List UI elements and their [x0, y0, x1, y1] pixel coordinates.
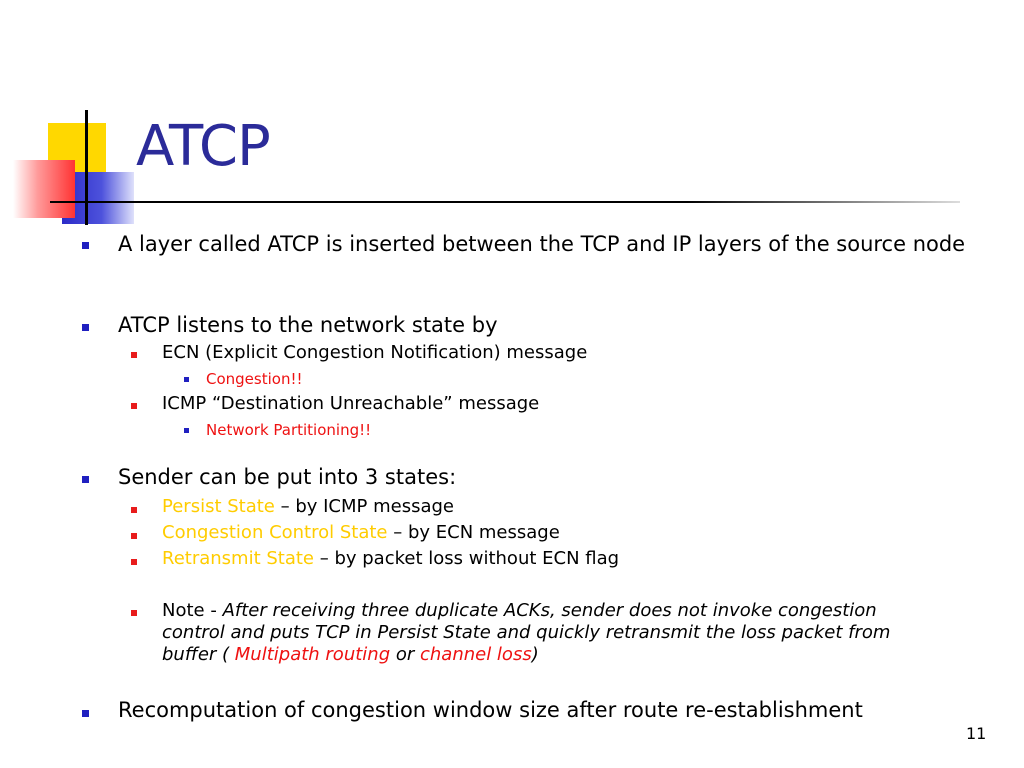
subsub-bullet-marker	[184, 428, 189, 433]
sub-bullet-marker	[131, 559, 137, 565]
bullet-atcp-listens: ATCP listens to the network state by	[118, 313, 498, 337]
state-congestion-control	[162, 522, 560, 544]
state-persist	[162, 496, 454, 518]
title-underline	[50, 201, 960, 203]
state-desc: – by ICMP message	[274, 496, 454, 517]
detail-network-partitioning: Network Partitioning!!	[206, 421, 372, 439]
state-name: Congestion Control State	[162, 522, 388, 543]
sub-bullet-marker	[131, 507, 137, 513]
note-multipath: Multipath routing	[234, 644, 391, 665]
state-retransmit	[162, 548, 619, 570]
sub-bullet-marker	[131, 533, 137, 539]
bullet-marker	[82, 242, 89, 249]
slide-title: ATCP	[136, 114, 270, 179]
note-text-3: buffer (	[162, 644, 235, 665]
state-name: Persist State	[162, 496, 275, 517]
bullet-marker	[82, 710, 89, 717]
decorative-logo	[0, 0, 150, 240]
logo-vertical-line	[85, 110, 88, 225]
bullet-recomputation: Recomputation of congestion window size after route re-establishment	[118, 698, 863, 722]
note-block	[162, 600, 992, 666]
sub-bullet-icmp: ICMP “Destination Unreachable” message	[162, 393, 540, 414]
state-desc: – by ECN message	[387, 522, 560, 543]
sub-bullet-marker	[131, 610, 137, 616]
state-desc: – by packet loss without ECN flag	[314, 548, 620, 569]
note-or: or	[390, 644, 420, 665]
bullet-sender-states: Sender can be put into 3 states:	[118, 465, 457, 489]
bullet-marker	[82, 476, 89, 483]
note-prefix: Note -	[162, 600, 223, 621]
state-name: Retransmit State	[162, 548, 315, 569]
page-number: 11	[966, 724, 987, 743]
subsub-bullet-marker	[184, 377, 189, 382]
detail-congestion: Congestion!!	[206, 370, 303, 388]
note-line-2: control and puts TCP in Persist State and quickly retransmit the loss packet from	[162, 622, 891, 643]
sub-bullet-marker	[131, 403, 137, 409]
note-channel-loss: channel loss	[419, 644, 532, 665]
note-close: )	[531, 644, 539, 665]
note-line-1	[162, 600, 992, 622]
note-text-1: After receiving three duplicate ACKs, sender does not invoke congestion	[222, 600, 877, 621]
sub-bullet-marker	[131, 352, 137, 358]
logo-red-square	[13, 160, 75, 218]
sub-bullet-ecn: ECN (Explicit Congestion Notification) message	[162, 342, 588, 363]
bullet-atcp-layer: A layer called ATCP is inserted between the TCP and IP layers of the source node	[118, 232, 966, 256]
bullet-marker	[82, 324, 89, 331]
note-line-3	[162, 644, 992, 666]
